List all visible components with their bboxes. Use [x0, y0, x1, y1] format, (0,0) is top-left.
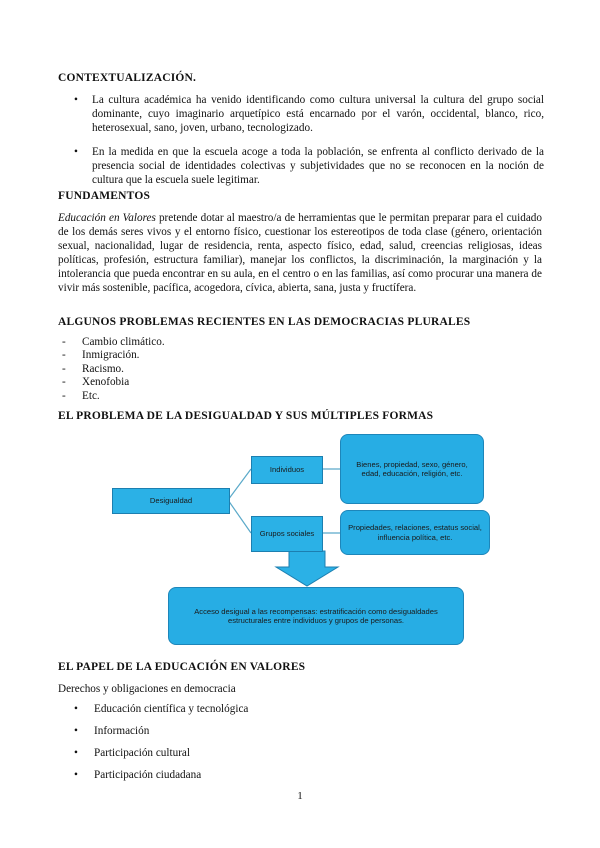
heading-papel: EL PAPEL DE LA EDUCACIÓN EN VALORES: [58, 661, 306, 673]
grupos-sociales-box: Grupos sociales: [251, 516, 323, 552]
connector-line: [228, 500, 251, 533]
page-number: 1: [297, 790, 303, 802]
papel-list: [74, 702, 248, 790]
heading-fundamentos: FUNDAMENTOS: [58, 190, 151, 202]
connector-line: [228, 469, 251, 500]
list-item: • Participación ciudadana: [74, 768, 248, 790]
individuos-detail-box: Bienes, propiedad, sexo, género, edad, educación, religión, etc.: [340, 434, 484, 504]
result-box: Acceso desigual a las recompensas: estratificación como desigualdades estructurales entre individuos y grupos de personas.: [168, 587, 464, 645]
grupos-detail-box: Propiedades, relaciones, estatus social, influencia política, etc.: [340, 510, 490, 555]
desigualdad-box: Desigualdad: [112, 488, 230, 514]
list-item: • La cultura académica ha venido identificando como cultura universal la cultura del grupo social dominante, cuyo imaginario arquetípico está encarnado por el varón, occidental, blanco, rico, heterosexual, sano, joven, urbano, tecnologizado.: [74, 93, 544, 135]
paragraph-body: pretende dotar al maestro/a de herramientas que le permitan preparar para el cuidado de los demás seres vivos y el entorno físico, cuestionar los estereotipos de toda clase (género, orientación sexual, nacionalidad, lugar de residencia, renta, aspecto físico, edad, salud, creencias religiosas, ideas políticas, profesión, estructura familiar), manejar los conflictos, la discriminación, la marginación y la intolerancia que pueda encontrar en su aula, en el centro o en las familias, así como procurar una manera de vivir más sostenible, pacífica, acogedora, cívica, abierta, sana, justa y fructífera.: [58, 212, 542, 294]
heading-desigualdad: EL PROBLEMA DE LA DESIGUALDAD Y SUS MÚLTIPLES FORMAS: [58, 410, 434, 422]
heading-contextualizacion: CONTEXTUALIZACIÓN.: [58, 72, 197, 84]
list-item: - Inmigración.: [62, 349, 165, 362]
list-item: - Xenofobia: [62, 376, 165, 389]
papel-subtitle: Derechos y obligaciones en democracia: [58, 683, 236, 695]
heading-problemas: ALGUNOS PROBLEMAS RECIENTES EN LAS DEMOCRACIAS PLURALES: [58, 316, 471, 328]
list-item: • En la medida en que la escuela acoge a toda la población, se enfrenta al conflicto derivado de la presencia social de identidades colectivas y subjetividades que no se reconocen en la noción de cultura que la escuela suele legitimar.: [74, 145, 544, 187]
list-item: • Participación cultural: [74, 746, 248, 768]
list-item: - Racismo.: [62, 363, 165, 376]
down-arrow-icon: [276, 551, 338, 586]
list-item: • Educación científica y tecnológica: [74, 702, 248, 724]
list-item: - Cambio climático.: [62, 336, 165, 349]
list-item: • Información: [74, 724, 248, 746]
individuos-box: Individuos: [251, 456, 323, 484]
italic-lead: Educación en Valores: [58, 212, 156, 224]
list-item: - Etc.: [62, 390, 165, 403]
